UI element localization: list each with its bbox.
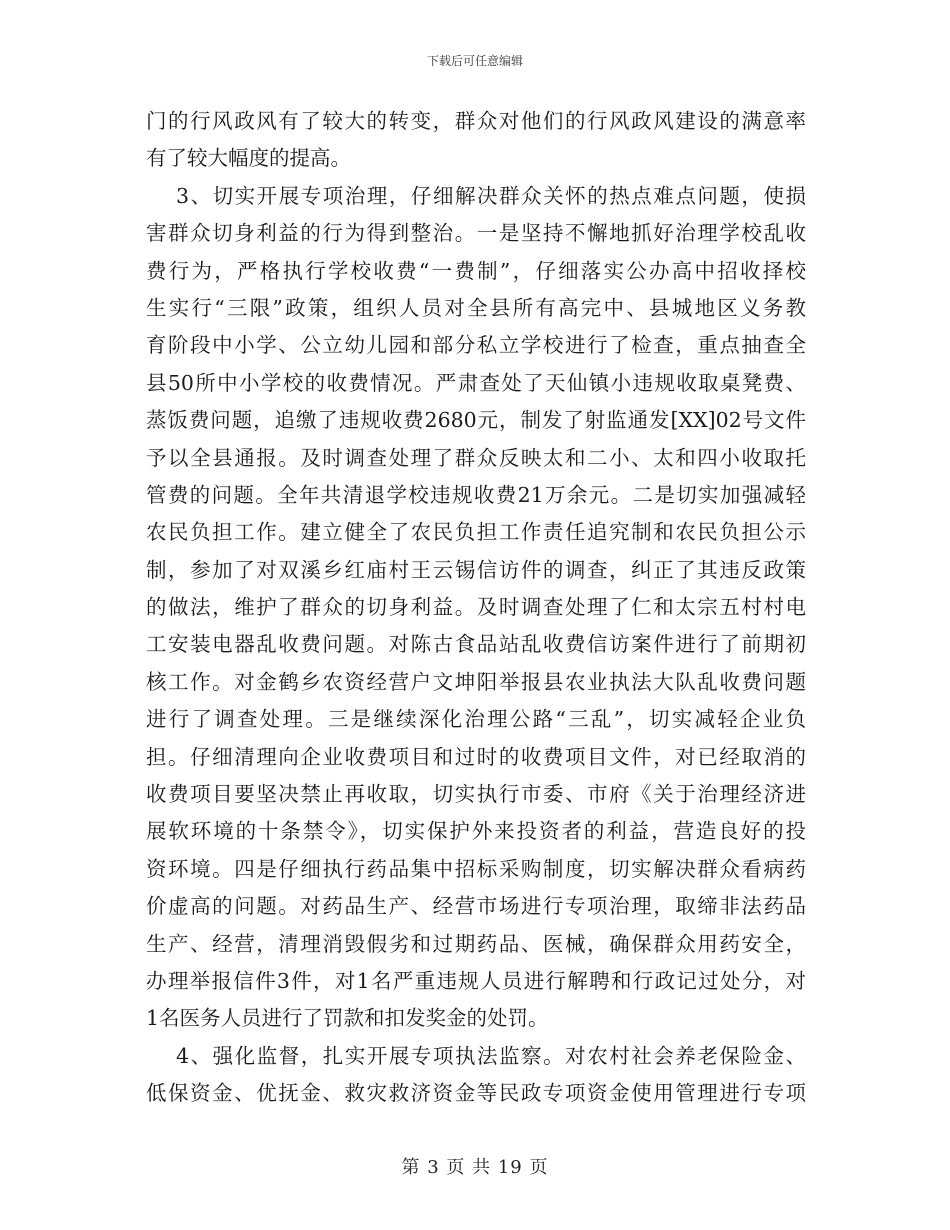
body-text-line: 县50所中小学校的收费情况。严肃查处了天仙镇小违规收取桌凳费、 xyxy=(146,370,806,395)
page-header-note: 下载后可任意编辑 xyxy=(426,54,523,68)
body-text-line: 制，参加了对双溪乡红庙村王云锡信访件的调查，纠正了其违反政策 xyxy=(146,557,806,582)
body-text-line: 担。仔细清理向企业收费项目和过时的收费项目文件，对已经取消的 xyxy=(146,744,806,769)
body-text-line: 害群众切身利益的行为得到整治。一是坚持不懈地抓好治理学校乱收 xyxy=(146,221,806,246)
body-text-line: 工安装电器乱收费问题。对陈古食品站乱收费信访案件进行了前期初 xyxy=(146,632,806,657)
body-text-line: 收费项目要坚决禁止再收取，切实执行市委、市府《关于治理经济进 xyxy=(146,782,806,807)
body-text-line: 进行了调查处理。三是继续深化治理公路“三乱”，切实减轻企业负 xyxy=(146,707,806,732)
body-text-line: 3、切实开展专项治理，仔细解决群众关怀的热点难点问题，使损 xyxy=(176,183,806,208)
body-text-line: 1名医务人员进行了罚款和扣发奖金的处罚。 xyxy=(146,1006,549,1031)
body-text-line: 低保资金、优抚金、救灾救济资金等民政专项资金使用管理进行专项 xyxy=(146,1081,806,1106)
body-text-line: 门的行风政风有了较大的转变，群众对他们的行风政风建设的满意率 xyxy=(146,109,806,133)
body-text-line: 农民负担工作。建立健全了农民负担工作责任追究制和农民负担公示 xyxy=(146,520,806,545)
body-text-line: 育阶段中小学、公立幼儿园和部分私立学校进行了检查，重点抽查全 xyxy=(146,333,806,358)
body-text-line: 4、强化监督，扎实开展专项执法监察。对农村社会养老保险金、 xyxy=(176,1043,806,1068)
body-text-line: 予以全县通报。及时调查处理了群众反映太和二小、太和四小收取托 xyxy=(146,445,806,470)
page-number: 第 3 页 共 19 页 xyxy=(401,1157,549,1178)
body-text-line: 资环境。四是仔细执行药品集中招标采购制度，切实解决群众看病药 xyxy=(146,856,806,881)
body-text-line: 生产、经营，清理消毁假劣和过期药品、医械，确保群众用药安全， xyxy=(146,931,806,956)
body-text-line: 有了较大幅度的提高。 xyxy=(146,146,351,171)
body-text-line: 管费的问题。全年共清退学校违规收费21万余元。二是切实加强减轻 xyxy=(146,482,806,507)
body-text-line: 核工作。对金鹤乡农资经营户文坤阳举报县农业执法大队乱收费问题 xyxy=(146,669,806,694)
body-text-line: 费行为，严格执行学校收费“一费制”，仔细落实公办高中招收择校 xyxy=(146,258,806,283)
body-text-line: 的做法，维护了群众的切身利益。及时调查处理了仁和太宗五村村电 xyxy=(146,595,806,620)
body-text-line: 展软环境的十条禁令》，切实保护外来投资者的利益，营造良好的投 xyxy=(146,819,806,844)
body-text-line: 办理举报信件3件，对1名严重违规人员进行解聘和行政记过处分，对 xyxy=(146,968,806,993)
body-text-line: 价虚高的问题。对药品生产、经营市场进行专项治理，取缔非法药品 xyxy=(146,894,806,919)
body-text-line: 蒸饭费问题，追缴了违规收费2680元，制发了射监通发[XX]02号文件 xyxy=(146,408,806,433)
document-body xyxy=(146,103,806,1113)
body-text-line: 生实行“三限”政策，组织人员对全县所有高完中、县城地区义务教 xyxy=(146,295,806,320)
